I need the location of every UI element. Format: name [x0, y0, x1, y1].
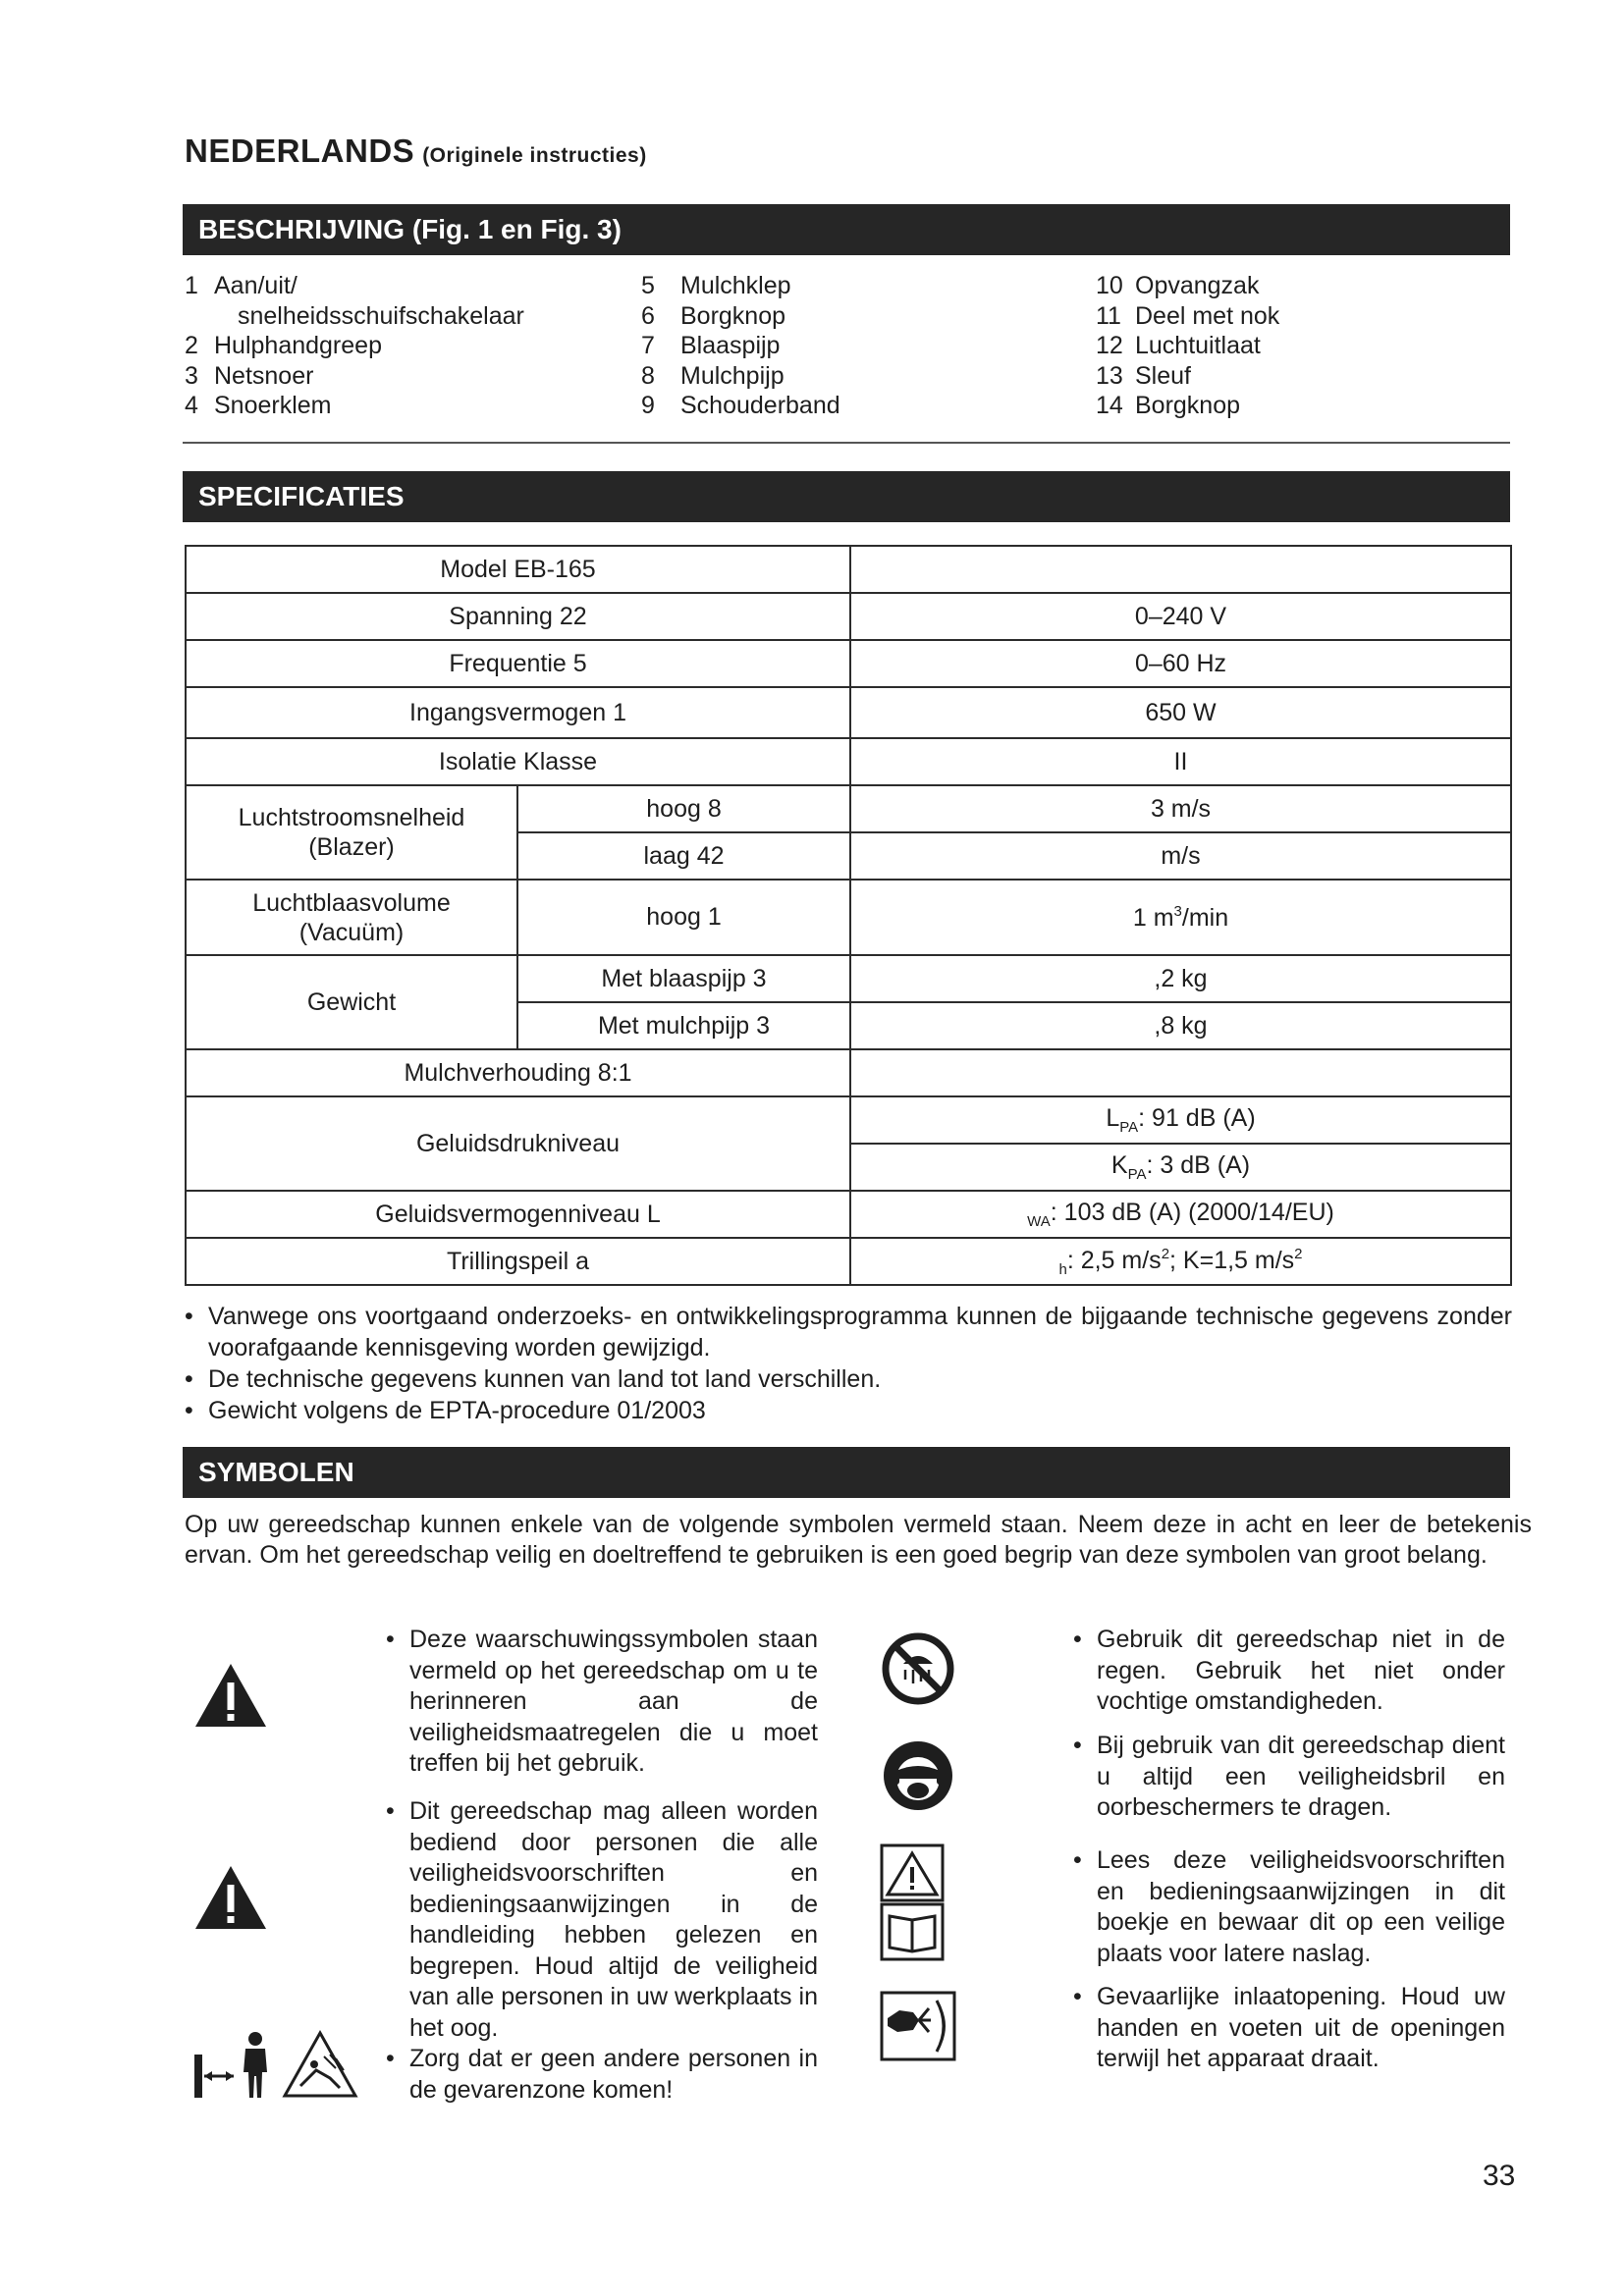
table-cell: Gewicht	[186, 955, 517, 1049]
table-row	[186, 593, 1511, 640]
table-cell: $_{WA}$: 103 dB (A) (2000/14/EU)	[850, 1191, 1511, 1238]
table-row	[186, 880, 1511, 955]
table-cell: 0–60 Hz	[850, 640, 1511, 687]
table-cell: $K_{PA}$: 3 dB (A)	[850, 1144, 1511, 1191]
table-cell: $_h$: 2,5 $m/s^2$; K=1,5 $m/s^2$	[850, 1238, 1511, 1285]
list-item-continuation: snelheidsschuifschakelaar	[238, 301, 524, 330]
keep-bystanders-away-icon	[192, 2027, 359, 2100]
table-row	[186, 785, 1511, 832]
symbols-intro: Op uw gereedschap kunnen enkele van de volgende symbolen vermeld staan. Neem deze in acht en leer de betekenis ervan. Om het gereedschap veilig en doeltreffend te gebruiken is een goed begrip van deze symbolen van groot belang.	[185, 1511, 1532, 1569]
no-rain-icon	[882, 1632, 954, 1705]
list-item: 8 Mulchpijp	[641, 361, 785, 390]
divider	[183, 442, 1510, 444]
table-cell: 1 $m^3/\min$	[850, 880, 1511, 955]
list-item: 4 Snoerklem	[185, 392, 332, 419]
note: • Gewicht volgens de EPTA-procedure 01/2003	[185, 1395, 1512, 1426]
list-item: 10 Opvangzak	[1096, 272, 1260, 299]
table-row	[186, 546, 1511, 593]
table-cell: m/s	[850, 832, 1511, 880]
table-cell: Spanning 22	[186, 593, 850, 640]
warning-triangle-icon	[192, 1661, 269, 1730]
description-column-2	[641, 271, 840, 421]
table-cell: Ingangsvermogen 1	[186, 687, 850, 738]
note: • De technische gegevens kunnen van land tot land verschillen.	[185, 1363, 1512, 1395]
list-item: 12 Luchtuitlaat	[1096, 332, 1261, 359]
table-cell: 650 W	[850, 687, 1511, 738]
table-cell: II	[850, 738, 1511, 785]
table-cell: hoog 1	[517, 880, 850, 955]
table-cell	[850, 546, 1511, 593]
symbol-description: • Zorg dat er geen andere personen in de gevarenzone komen!	[386, 2044, 818, 2106]
list-item: 2 Hulphandgreep	[185, 332, 382, 359]
table-cell: Met mulchpijp 3	[517, 1002, 850, 1049]
table-row	[186, 687, 1511, 738]
table-cell: Trillingspeil a	[186, 1238, 850, 1285]
section-header-description: BESCHRIJVING (Fig. 1 en Fig. 3)	[183, 204, 1510, 255]
table-row	[186, 955, 1511, 1002]
list-item: 11 Deel met nok	[1096, 301, 1280, 330]
table-row	[186, 1049, 1511, 1096]
spec-notes	[185, 1301, 1512, 1426]
table-cell	[850, 1049, 1511, 1096]
table-cell: Luchtstroomsnelheid (Blazer)	[186, 785, 517, 880]
description-column-3	[1096, 271, 1279, 421]
symbol-description: • Bij gebruik van dit gereedschap dient u altijd een veiligheidsbril en oorbeschermers te dragen.	[1073, 1731, 1505, 1824]
table-row	[186, 1096, 1511, 1144]
table-cell: Frequentie 5	[186, 640, 850, 687]
table-row	[186, 640, 1511, 687]
symbol-description: • Deze waarschuwingssymbolen staan vermeld op het gereedschap om u te herinneren aan de veiligheidsmaatregelen die u moet treffen bij het gebruik.	[386, 1625, 818, 1780]
list-item: 1 Aan/uit/	[185, 272, 298, 299]
table-cell: Met blaaspijp 3	[517, 955, 850, 1002]
symbol-description: • Lees deze veiligheidsvoorschriften en bedieningsaanwijzingen in dit boekje en bewaar dit op een veilige plaats voor latere naslag.	[1073, 1845, 1505, 1969]
table-cell: Model EB-165	[186, 546, 850, 593]
read-instructions-icon	[880, 1843, 945, 1963]
table-row	[186, 738, 1511, 785]
list-item: 9 Schouderband	[641, 392, 840, 419]
table-cell: hoog 8	[517, 785, 850, 832]
symbol-description: • Gevaarlijke inlaatopening. Houd uw handen en voeten uit de openingen terwijl het apparaat draait.	[1073, 1982, 1505, 2075]
table-row	[186, 1238, 1511, 1285]
table-cell: Mulchverhouding 8:1	[186, 1049, 850, 1096]
list-item: 6 Borgknop	[641, 301, 786, 330]
specifications-table	[185, 545, 1512, 1286]
table-cell: ,8 kg	[850, 1002, 1511, 1049]
list-item: 5 Mulchklep	[641, 272, 791, 299]
read-manual-warning-icon	[192, 1863, 269, 1932]
description-column-1	[185, 271, 524, 421]
table-cell: 0–240 V	[850, 593, 1511, 640]
section-header-specs: SPECIFICATIES	[183, 471, 1510, 522]
list-item: 13 Sleuf	[1096, 361, 1191, 390]
page-title	[185, 133, 647, 170]
table-cell: ,2 kg	[850, 955, 1511, 1002]
table-cell: Isolatie Klasse	[186, 738, 850, 785]
list-item: 3 Netsnoer	[185, 361, 314, 390]
table-cell: Geluidsvermogenniveau L	[186, 1191, 850, 1238]
table-cell: Luchtblaasvolume (Vacuüm)	[186, 880, 517, 955]
list-item: 14 Borgknop	[1096, 392, 1241, 419]
language-title: NEDERLANDS	[185, 133, 415, 169]
eye-ear-protection-icon	[882, 1739, 954, 1812]
table-cell: 3 m/s	[850, 785, 1511, 832]
dangerous-inlet-icon	[880, 1991, 956, 2061]
list-item: 7 Blaaspijp	[641, 332, 781, 359]
page-number: 33	[1483, 2160, 1516, 2192]
table-row	[186, 1191, 1511, 1238]
symbol-description: • Dit gereedschap mag alleen worden bediend door personen die alle veiligheidsvoorschriften en bedieningsaanwijzingen in de handleiding hebben gelezen en begrepen. Houd altijd de veiligheid van alle personen in uw werkplaats in het oog.	[386, 1796, 818, 2044]
table-cell: laag 42	[517, 832, 850, 880]
symbol-description: • Gebruik dit gereedschap niet in de regen. Gebruik het niet onder vochtige omstandigheden.	[1073, 1625, 1505, 1718]
section-header-symbols: SYMBOLEN	[183, 1447, 1510, 1498]
note: • Vanwege ons voortgaand onderzoeks- en ontwikkelingsprogramma kunnen de bijgaande technische gegevens zonder voorafgaande kennisgeving worden gewijzigd.	[185, 1301, 1512, 1363]
table-cell: $L_{PA}$: 91 dB (A)	[850, 1096, 1511, 1144]
language-subtitle: (Originele instructies)	[422, 144, 647, 167]
table-cell: Geluidsdrukniveau	[186, 1096, 850, 1191]
